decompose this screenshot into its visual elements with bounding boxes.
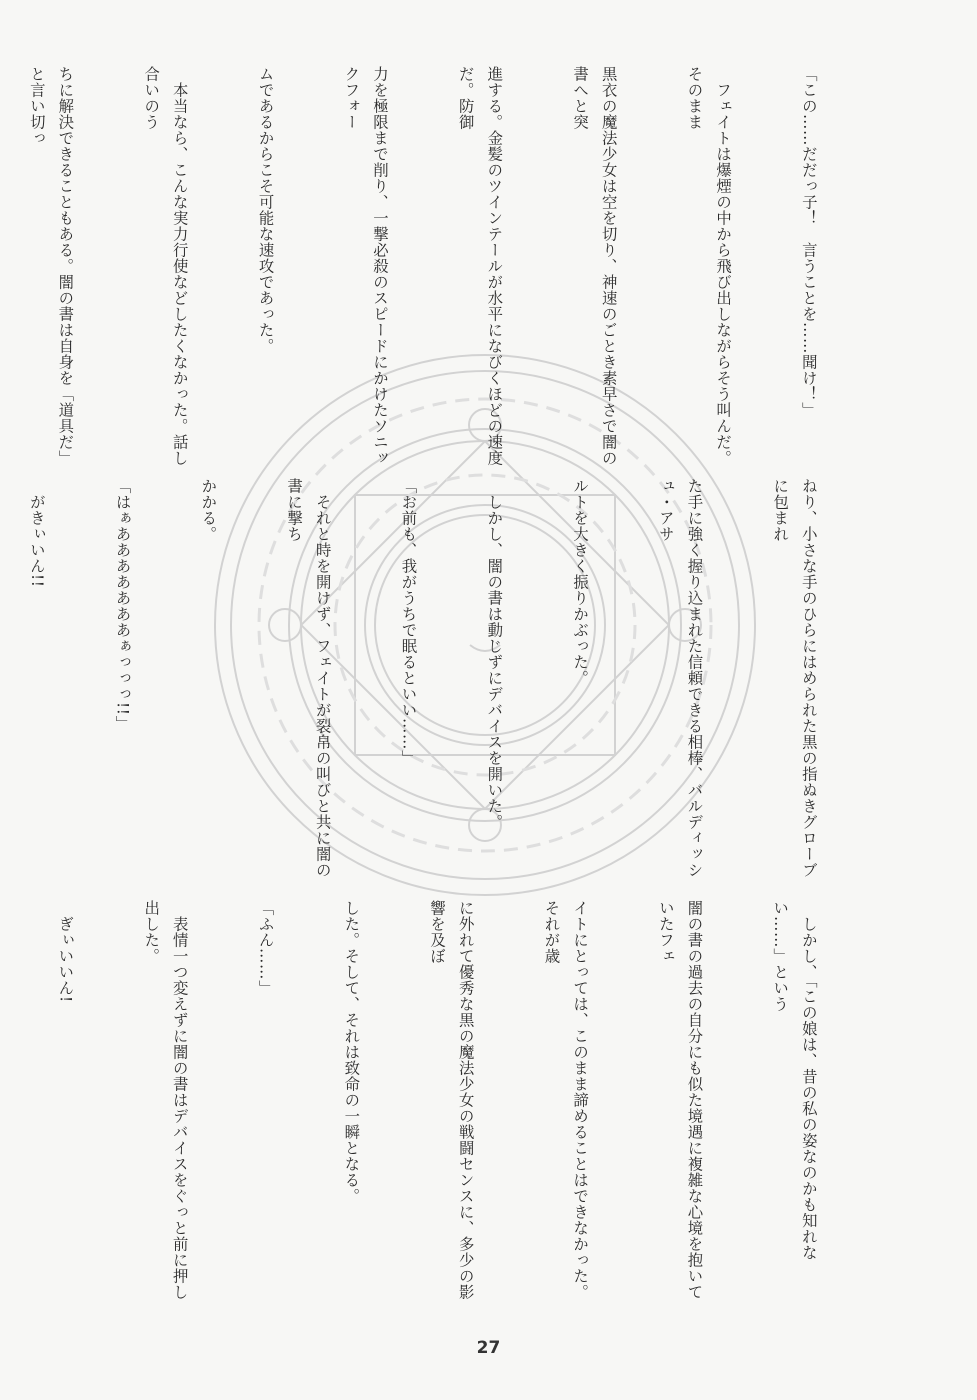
page-number: 27 <box>476 1338 501 1358</box>
text-line: ねり、小さな手のひらにはめられた黒の指ぬきグローブに包まれ <box>771 478 818 878</box>
text-line: 「お前も、我がうちで眠るといい……」 <box>399 478 418 766</box>
text-line: ちに解決できることもある。闇の書は自身を「道具だ」と言い切っ <box>27 66 75 466</box>
text-block-top <box>27 66 880 480</box>
text-line: しかし、「この娘は、昔の私の姿なのかも知れない……」という <box>771 900 818 1261</box>
text-line: イトにとっては、このまま諦めることはできなかった。それが歳 <box>542 900 590 1300</box>
text-block-middle <box>27 478 880 890</box>
text-line: 「この……だだっ子！ 言うことを……聞け！」 <box>799 66 818 418</box>
text-line: 本当なら、こんな実力行使などしたくなかった。話し合いのう <box>142 66 189 466</box>
text-line: ぎぃいいん! <box>56 900 75 1003</box>
text-block-bottom <box>56 900 880 1314</box>
text-line: 黒衣の魔法少女は空を切り、神速のごとき素早さで闇の書へと突 <box>571 66 618 466</box>
text-line: に外れて優秀な黒の魔法少女の戦闘センスに、多少の影響を及ぼ <box>428 900 475 1300</box>
text-line: 闇の書の過去の自分にも似た境遇に複雑な心境を抱いていたフェ <box>656 900 704 1300</box>
text-line: 「ふん……」 <box>256 900 275 996</box>
text-line: フェイトは爆煙の中から飛び出しながらそう叫んだ。そのまま <box>685 66 733 466</box>
text-line: ルトを大きく振りかぶった。 <box>571 478 590 686</box>
text-line: 力を極限まで削り、一撃必殺のスピードにかけたソニックフォー <box>342 66 389 466</box>
text-line: 「はぁあああああああぁっっっ!!」 <box>113 478 132 732</box>
text-line: た手に強く握り込まれた信頼できる相棒、バルディッシュ・アサ <box>656 478 704 878</box>
text-line: 進する。金髪のツインテールが水平になびくほどの速度だ。防御 <box>456 66 504 466</box>
text-line: した。そして、それは致命の一瞬となる。 <box>342 900 361 1204</box>
text-line: かかる。 <box>199 478 218 542</box>
text-line: それと時を開けず、フェイトが裂帛の叫びと共に闇の書に撃ち <box>285 478 332 878</box>
text-line: 表情一つ変えずに闇の書はデバイスをぐっと前に押し出した。 <box>142 900 189 1300</box>
text-line: しかし、闇の書は動じずにデバイスを開いた。 <box>485 478 504 830</box>
text-line: がきぃいん!! <box>27 478 46 588</box>
text-line: ムであるからこそ可能な速攻であった。 <box>256 66 275 354</box>
